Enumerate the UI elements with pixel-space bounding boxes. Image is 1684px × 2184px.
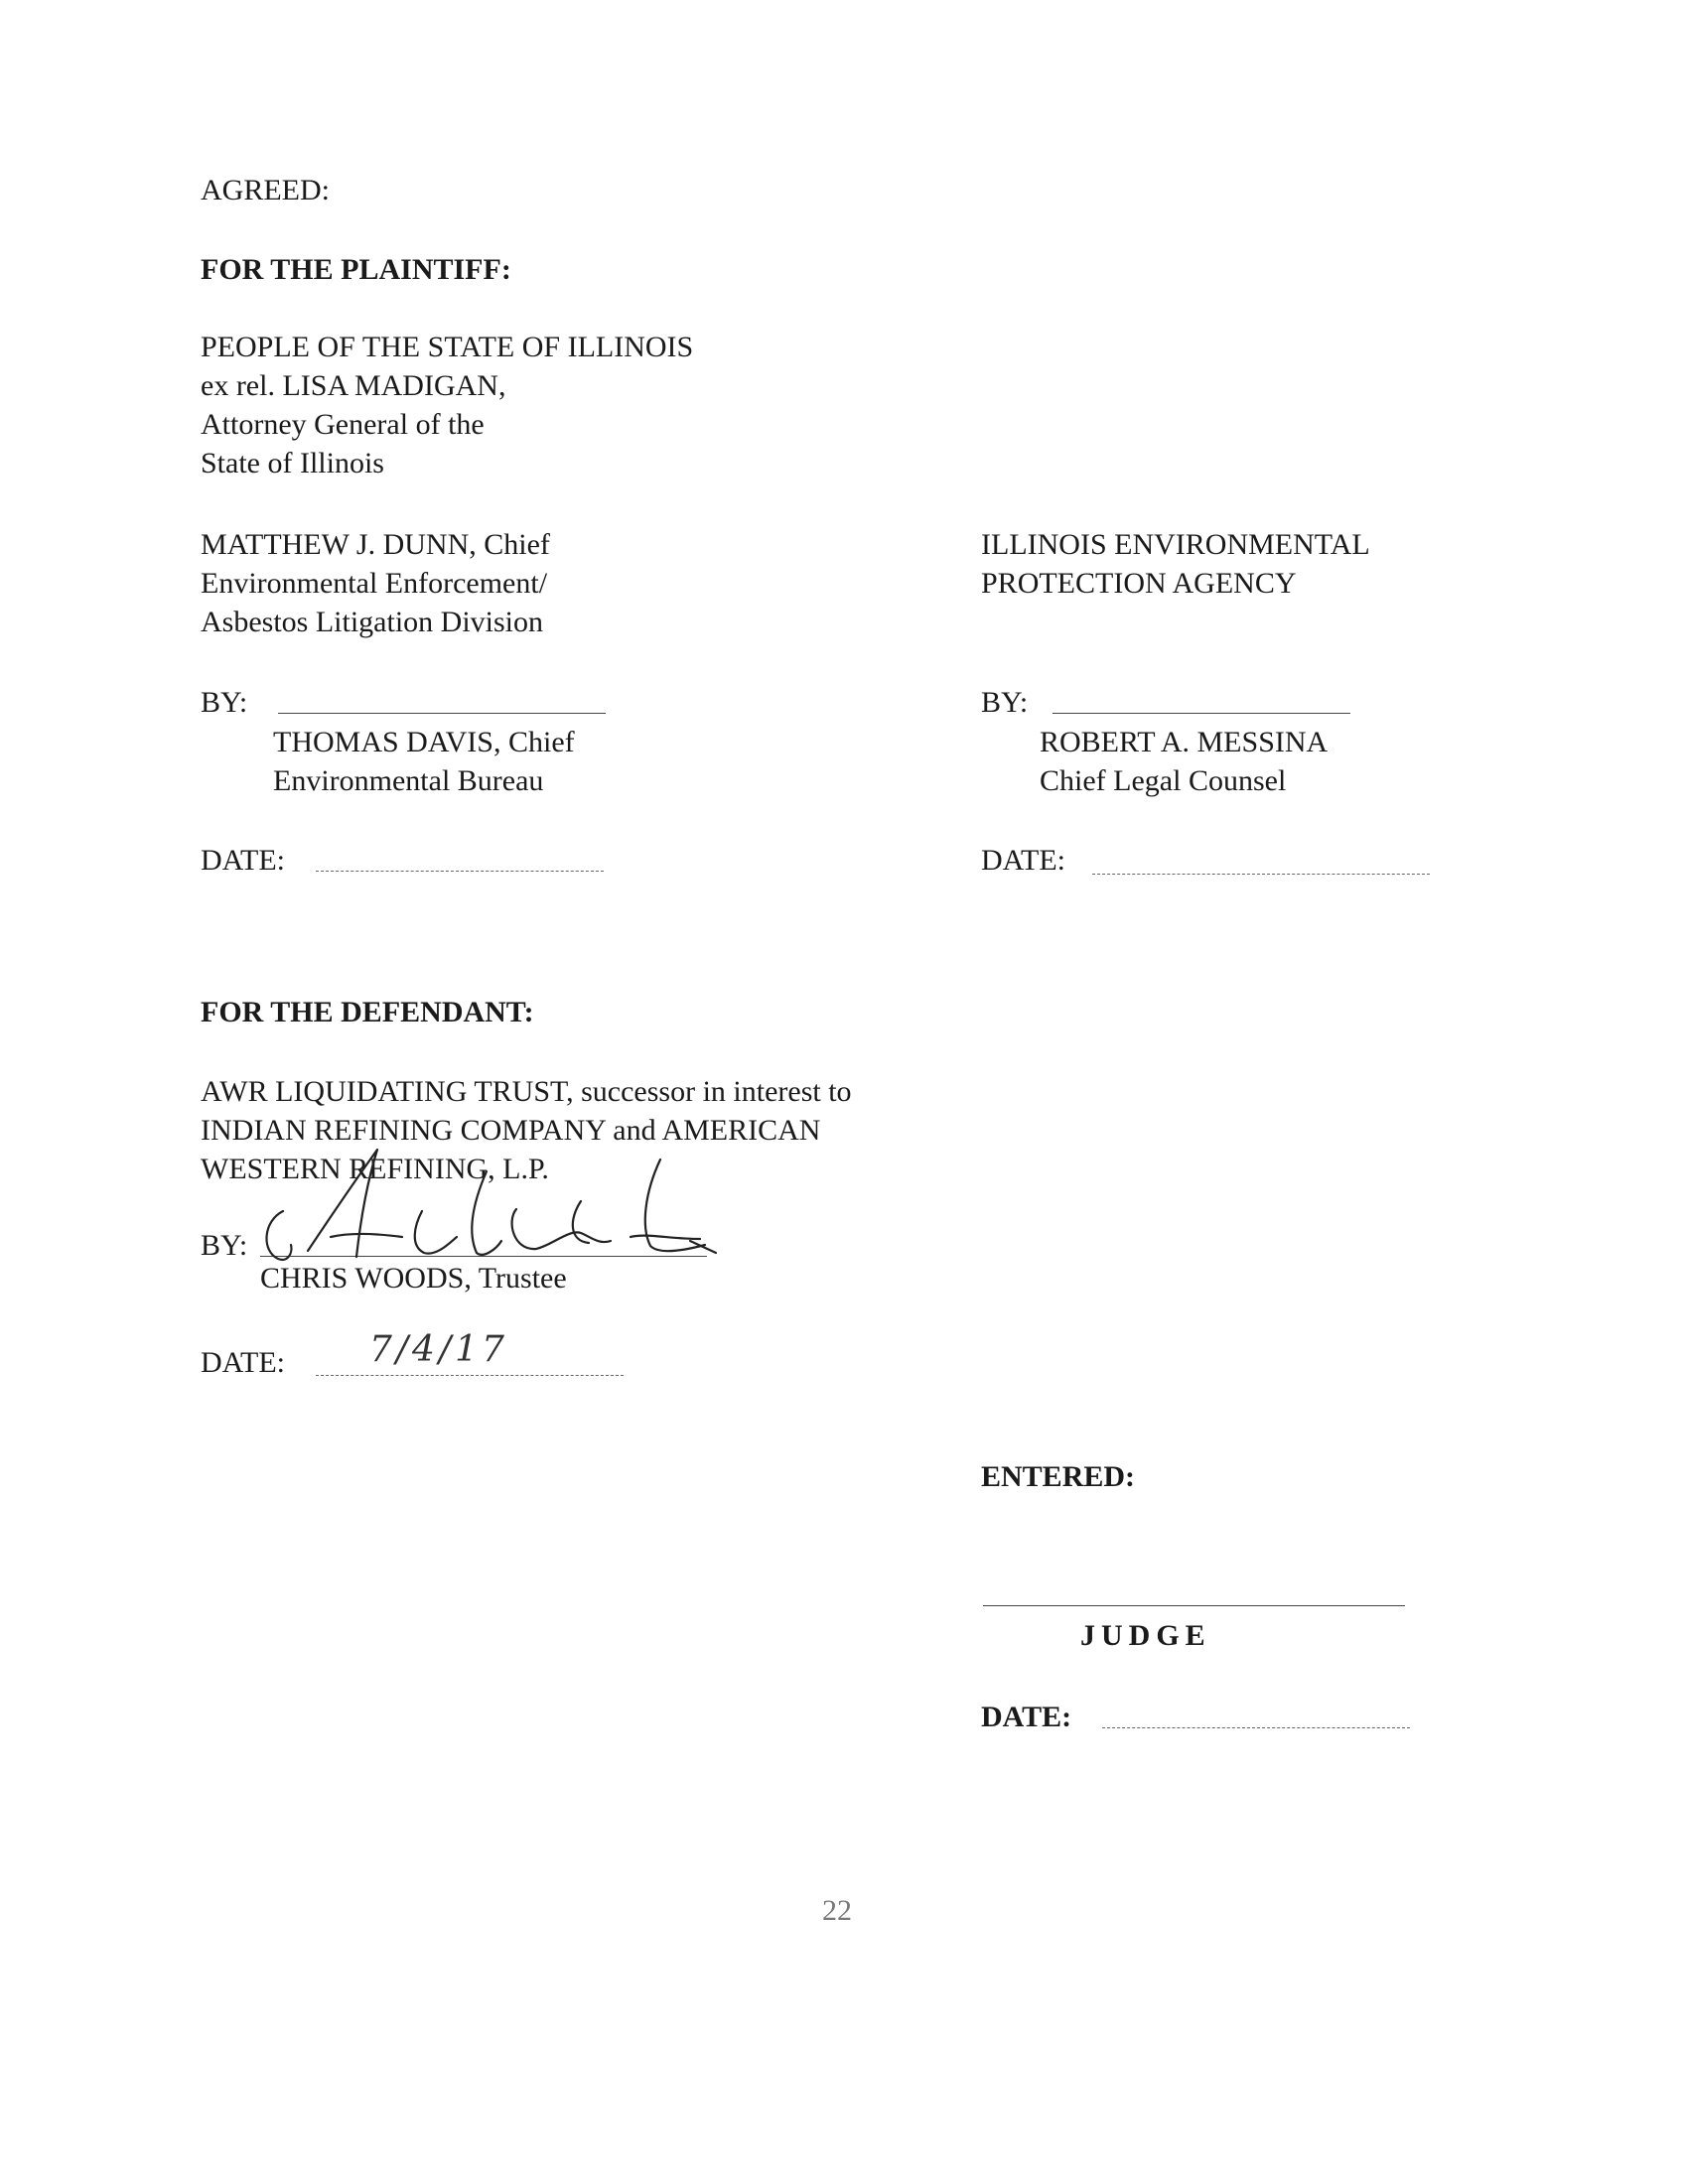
plaintiff-party-line: PEOPLE OF THE STATE OF ILLINOIS: [201, 331, 694, 363]
plaintiff-date-line: [316, 871, 604, 872]
defendant-party-line: WESTERN REFINING, L.P.: [201, 1153, 549, 1185]
signer-line: Chief Legal Counsel: [1040, 764, 1287, 797]
agency-name-block: [981, 525, 1370, 603]
division-line: Asbestos Litigation Division: [201, 606, 543, 638]
agency-signature-line: [1052, 713, 1350, 714]
agency-name-line: PROTECTION AGENCY: [981, 567, 1297, 600]
judge-label: JUDGE: [1080, 1619, 1211, 1652]
agency-date-line: [1092, 874, 1430, 875]
plaintiff-party-line: Attorney General of the: [201, 408, 485, 441]
plaintiff-signer-block: [273, 723, 575, 800]
signer-line: ROBERT A. MESSINA: [1040, 726, 1329, 758]
judge-signature-line: [983, 1605, 1405, 1606]
signer-line: Environmental Bureau: [273, 764, 544, 797]
plaintiff-heading: FOR THE PLAINTIFF:: [201, 253, 511, 286]
defendant-signer: CHRIS WOODS, Trustee: [260, 1262, 567, 1295]
court-date-line: [1102, 1727, 1410, 1728]
entered-label: ENTERED:: [981, 1460, 1136, 1493]
defendant-party-line: INDIAN REFINING COMPANY and AMERICAN: [201, 1114, 821, 1147]
agency-by-label: BY:: [981, 686, 1029, 719]
division-line: MATTHEW J. DUNN, Chief: [201, 528, 550, 561]
agency-date-label: DATE:: [981, 844, 1065, 877]
defendant-by-label: BY:: [201, 1229, 248, 1262]
agency-name-line: ILLINOIS ENVIRONMENTAL: [981, 528, 1370, 561]
court-date-label: DATE:: [981, 1701, 1072, 1733]
agency-signer-block: [1040, 723, 1328, 800]
signature-image: [253, 1142, 720, 1271]
agreed-label: AGREED:: [201, 174, 330, 206]
defendant-date-label: DATE:: [201, 1346, 285, 1379]
plaintiff-party-line: State of Illinois: [201, 447, 384, 479]
page-number: 22: [822, 1894, 852, 1927]
defendant-heading: FOR THE DEFENDANT:: [201, 996, 534, 1028]
plaintiff-signature-line: [278, 713, 606, 714]
handwritten-date: 7/4/17: [369, 1329, 508, 1370]
plaintiff-party-block: [201, 328, 693, 482]
defendant-party-line: AWR LIQUIDATING TRUST, successor in interest to: [201, 1075, 852, 1108]
defendant-date-line: [316, 1375, 624, 1376]
plaintiff-by-label: BY:: [201, 686, 248, 719]
plaintiff-party-line: ex rel. LISA MADIGAN,: [201, 369, 506, 402]
plaintiff-date-label: DATE:: [201, 844, 285, 877]
division-line: Environmental Enforcement/: [201, 567, 548, 600]
signer-line: THOMAS DAVIS, Chief: [273, 726, 575, 758]
plaintiff-division-block: [201, 525, 550, 641]
